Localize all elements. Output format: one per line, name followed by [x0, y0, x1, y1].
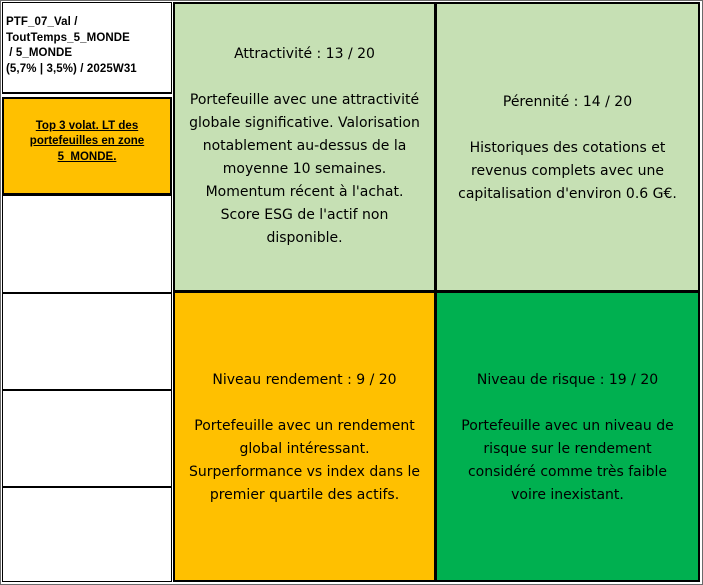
- rendement-text-line: premier quartile des actifs.: [209, 487, 400, 503]
- rendement-text-line: global intéressant.: [239, 441, 370, 457]
- empty-cell: [2, 195, 172, 293]
- perennite-text-line: capitalisation d'environ 0.6 G€.: [458, 186, 677, 202]
- risque-quadrant: [435, 291, 700, 582]
- risque-text-line: risque sur le rendement: [483, 441, 652, 457]
- portfolio-title-line: ToutTemps_5_MONDE: [6, 31, 130, 44]
- risque-text-line: voire inexistant.: [511, 487, 624, 503]
- attractivite-text-line: globale significative. Valorisation: [189, 115, 420, 131]
- empty-cell: [2, 390, 172, 487]
- attractivite-quadrant: [173, 2, 436, 292]
- rendement-quadrant: [173, 291, 436, 582]
- attractivite-text-line: Momentum récent à l'achat.: [205, 184, 404, 200]
- empty-cell: [2, 293, 172, 390]
- top3-volatility-link[interactable]: [30, 119, 144, 166]
- rendement-text-line: Portefeuille avec un rendement: [194, 418, 415, 434]
- perennite-text-line: Historiques des cotations et: [469, 140, 666, 156]
- portfolio-title-line: / 5_MONDE: [6, 47, 73, 59]
- portfolio-title-line: PTF_07_Val /: [6, 16, 78, 28]
- perennite-heading: Pérennité : 14 / 20: [502, 94, 633, 110]
- rendement-heading: Niveau rendement : 9 / 20: [212, 372, 397, 388]
- risque-text-line: Portefeuille avec un niveau de: [461, 418, 674, 434]
- risque-heading: Niveau de risque : 19 / 20: [476, 372, 659, 388]
- perennite-quadrant: [435, 2, 700, 292]
- attractivite-text-line: Portefeuille avec une attractivité: [189, 92, 420, 108]
- attractivite-heading: Attractivité : 13 / 20: [234, 46, 375, 62]
- attractivite-text-line: moyenne 10 semaines.: [222, 161, 387, 177]
- top3-link-line[interactable]: Top 3 volat. LT des: [35, 119, 139, 132]
- top3-volatility-cell[interactable]: [2, 97, 172, 195]
- empty-cell: [2, 487, 172, 582]
- risque-text-line: considéré comme très faible: [467, 464, 667, 480]
- rendement-text-line: Surperformance vs index dans le: [189, 464, 420, 480]
- attractivite-text-line: Score ESG de l'actif non: [220, 207, 389, 223]
- attractivite-text-line: notablement au-dessus de la: [202, 138, 407, 154]
- perennite-text-line: revenus complets avec une: [471, 163, 664, 179]
- attractivite-text-line: disponible.: [266, 230, 343, 246]
- portfolio-title-cell: [2, 2, 172, 94]
- top3-link-line[interactable]: 5_MONDE.: [57, 150, 117, 163]
- top3-link-line[interactable]: portefeuilles en zone: [29, 135, 145, 148]
- portfolio-title-line: (5,7% | 3,5%) / 2025W31: [6, 62, 137, 75]
